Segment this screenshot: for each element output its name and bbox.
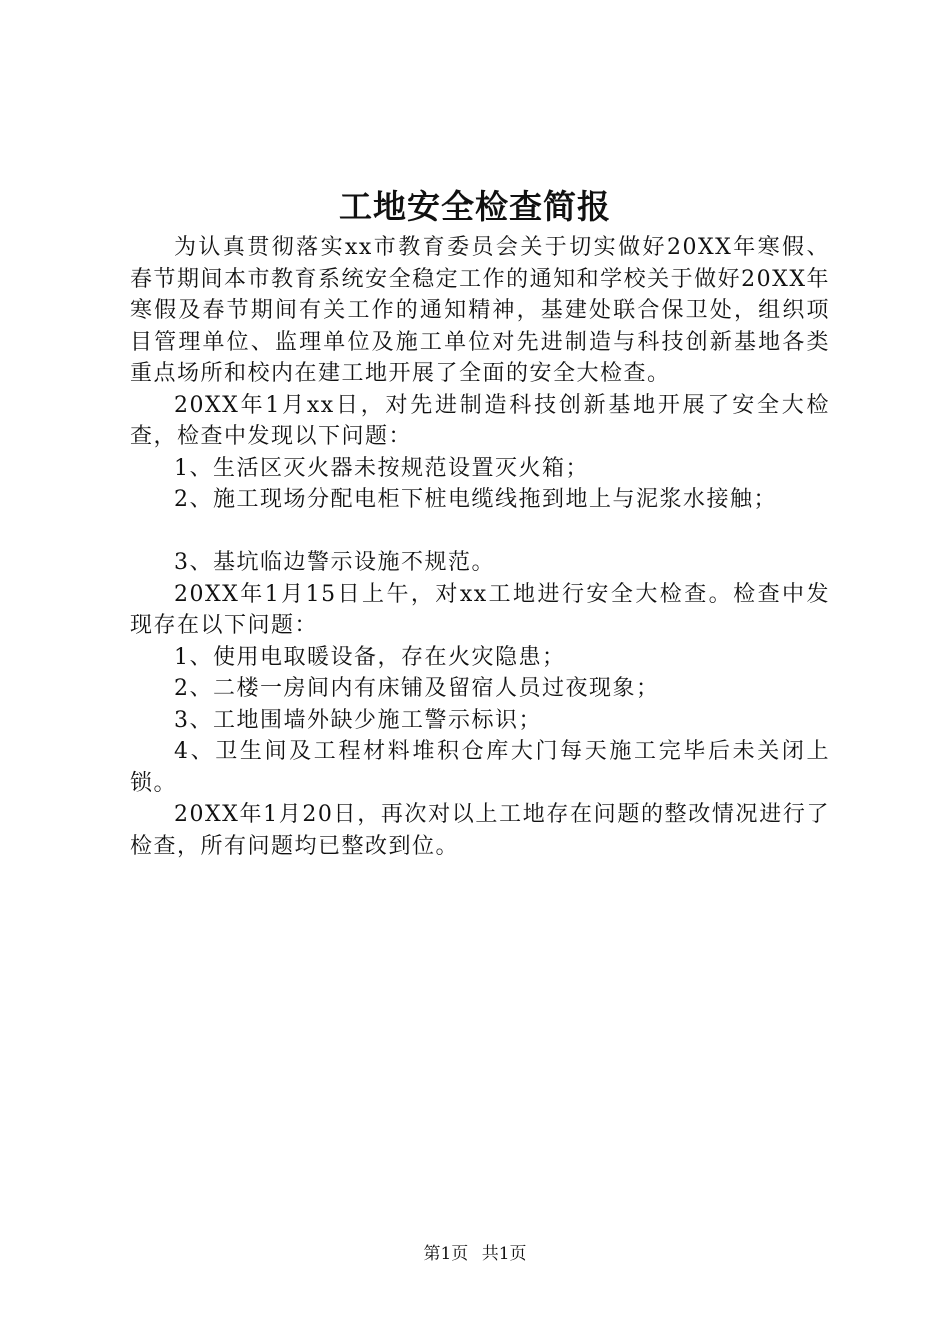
paragraph-intro: 为认真贯彻落实xx市教育委员会关于切实做好20XX年寒假、春节期间本市教育系统安全稳定工作的通知和学校关于做好20XX年寒假及春节期间有关工作的通知精神，基建处联合保卫处，组织项目管理单位、监理单位及施工单位对先进制造与科技创新基地各类重点场所和校内在建工地开展了全面的安全大检查。 xyxy=(130,235,830,386)
document-title: 工地安全检查简报 xyxy=(339,187,611,226)
paragraph-conclusion: 20XX年1月20日，再次对以上工地存在问题的整改情况进行了检查，所有问题均已整改到位。 xyxy=(130,802,830,859)
page-number: 第1页 xyxy=(423,1244,469,1264)
list-item: 1、使用电取暖设备，存在火灾隐患； xyxy=(174,644,566,670)
paragraph-inspection-1: 20XX年1月xx日，对先进制造科技创新基地开展了安全大检查，检查中发现以下问题： xyxy=(130,392,830,449)
list-item: 1、生活区灭火器未按规范设置灭火箱； xyxy=(174,455,589,481)
list-item: 3、基坑临边警示设施不规范。 xyxy=(174,550,495,575)
page-total: 共1页 xyxy=(481,1244,527,1264)
document-body xyxy=(130,232,830,862)
list-item: 2、二楼一房间内有床铺及留宿人员过夜现象； xyxy=(174,676,660,701)
list-item: 3、工地围墙外缺少施工警示标识； xyxy=(174,707,542,733)
paragraph-inspection-2: 20XX年1月15日上午，对xx工地进行安全大检查。检查中发现存在以下问题： xyxy=(130,581,830,638)
list-item: 4、卫生间及工程材料堆积仓库大门每天施工完毕后未关闭上锁。 xyxy=(130,739,830,796)
page-footer xyxy=(0,1242,950,1266)
list-item: 2、施工现场分配电柜下桩电缆线拖到地上与泥浆水接触； xyxy=(174,487,777,512)
